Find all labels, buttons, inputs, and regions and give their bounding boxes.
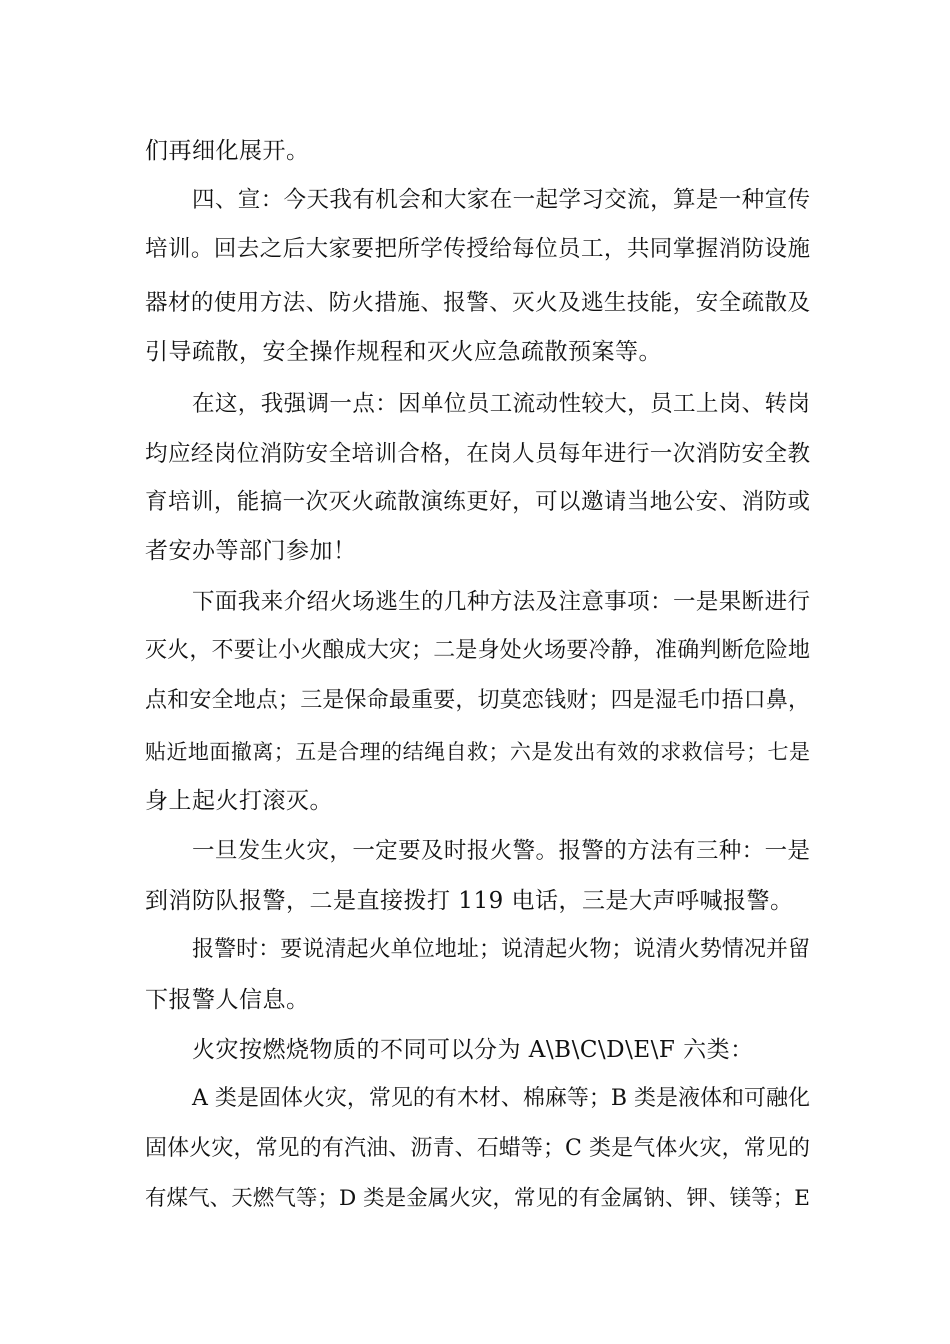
text-line: 培训。回去之后大家要把所学传授给每位员工，共同掌握消防设施 (145, 236, 810, 262)
text-line: 灭火，不要让小火酿成大灾；二是身处火场要冷静，准确判断危险地 (145, 638, 810, 663)
text-line: 下面我来介绍火场逃生的几种方法及注意事项：一是果断进行 (192, 589, 810, 615)
text-line: 点和安全地点；三是保命最重要，切莫恋钱财；四是湿毛巾捂口鼻， (145, 688, 810, 713)
text-line: 贴近地面撤离；五是合理的结绳自救；六是发出有效的求救信号；七是 (145, 740, 810, 764)
text-line: 固体火灾，常见的有汽油、沥青、石蜡等；C 类是气体火灾，常见的 (145, 1136, 810, 1161)
text-line: 火灾按燃烧物质的不同可以分为 A\B\C\D\E\F 六类： (192, 1037, 754, 1063)
text-line: 一旦发生火灾，一定要及时报火警。报警的方法有三种：一是 (192, 838, 810, 864)
text-line: 均应经岗位消防安全培训合格，在岗人员每年进行一次消防安全教 (145, 441, 810, 467)
text-line: 者安办等部门参加！ (145, 538, 357, 564)
text-line: A 类是固体火灾，常见的有木材、棉麻等；B 类是液体和可融化 (192, 1086, 811, 1111)
text-line: 引导疏散，安全操作规程和灭火应急疏散预案等。 (145, 339, 662, 365)
text-line: 在这，我强调一点：因单位员工流动性较大，员工上岗、转岗 (192, 391, 810, 417)
text-line: 们再细化展开。 (145, 138, 310, 164)
text-line: 有煤气、天燃气等；D 类是金属火灾，常见的有金属钠、钾、镁等；E (145, 1186, 810, 1211)
text-line: 到消防队报警，二是直接拨打 119 电话，三是大声呼喊报警。 (145, 888, 794, 914)
text-line: 四、宣：今天我有机会和大家在一起学习交流，算是一种宣传 (192, 187, 810, 213)
text-line: 报警时：要说清起火单位地址；说清起火物；说清火势情况并留 (192, 937, 810, 962)
text-line: 育培训，能搞一次灭火疏散演练更好，可以邀请当地公安、消防或 (145, 489, 810, 515)
text-line: 身上起火打滚灭。 (145, 788, 333, 814)
text-line: 器材的使用方法、防火措施、报警、灭火及逃生技能，安全疏散及 (145, 290, 810, 316)
text-line: 下报警人信息。 (145, 987, 310, 1013)
